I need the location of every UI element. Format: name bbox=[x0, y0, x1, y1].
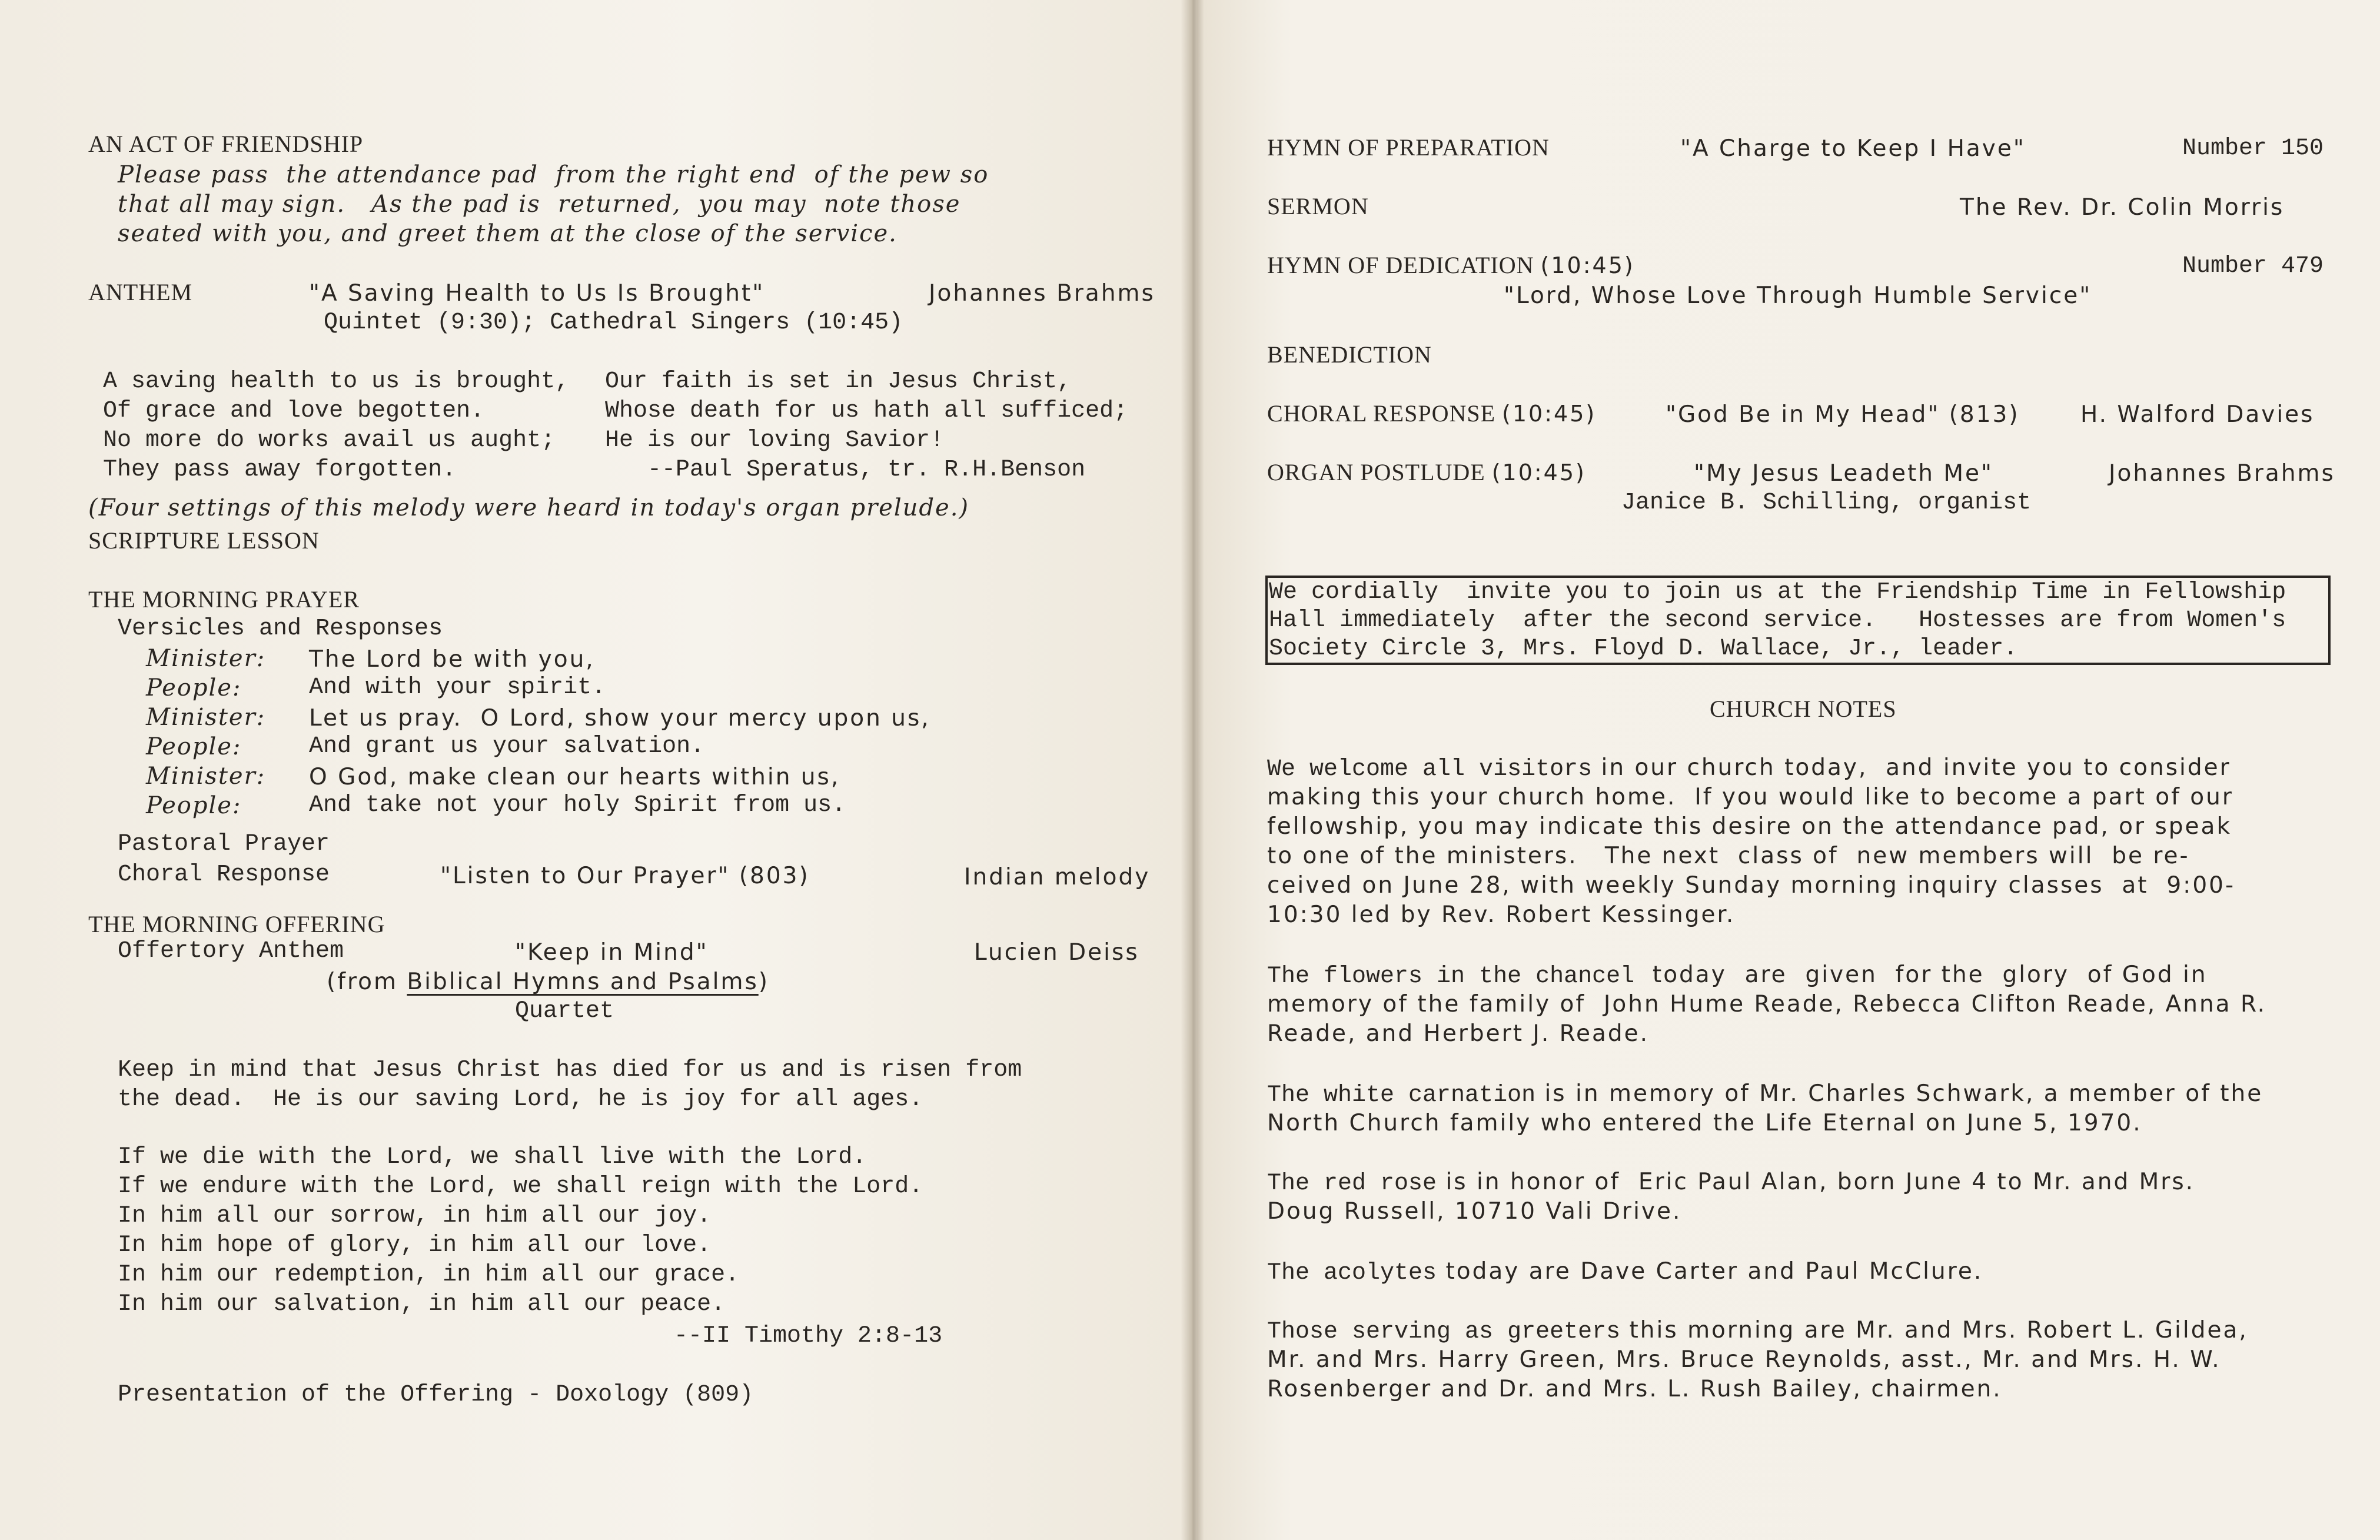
left-page bbox=[0, 0, 1189, 1540]
anthem-verse: They pass away forgotten. bbox=[103, 457, 457, 483]
anthem-verse: Of grace and love begotten. bbox=[103, 398, 485, 424]
flowers-note-line: memory of the family of John Hume Reade, Rebecca Clifton Reade, Anna R. bbox=[1267, 991, 2267, 1017]
anthem-verse: He is our loving Savior! bbox=[605, 427, 945, 454]
acolytes-note: The acolytes today are Dave Carter and Paul McClure. bbox=[1267, 1258, 1983, 1286]
choral-response-title: "God Be in My Head" (813) bbox=[1666, 401, 2020, 428]
friendship-heading: AN ACT OF FRIENDSHIP bbox=[88, 131, 364, 157]
anthem-attribution: --Paul Speratus, tr. R.H.Benson bbox=[647, 457, 1086, 483]
visitors-note: We welcome all visitors in our church today, and invite you to consider bbox=[1267, 754, 2231, 783]
prayer-text: And with your spirit. bbox=[309, 674, 606, 701]
carnation-note: The white carnation is in memory of Mr. Charles Schwark, a member of the bbox=[1267, 1080, 2263, 1109]
offertory-source: (from Biblical Hymns and Psalms) bbox=[327, 969, 769, 995]
offertory-text: If we endure with the Lord, we shall reign with the Lord. bbox=[118, 1173, 923, 1200]
offertory-text: If we die with the Lord, we shall live with the Lord. bbox=[118, 1144, 867, 1170]
organist: Janice B. Schilling, organist bbox=[1621, 490, 2032, 516]
anthem-verse: A saving health to us is brought, bbox=[103, 368, 570, 395]
offertory-citation: --II Timothy 2:8-13 bbox=[674, 1323, 943, 1349]
hymn-preparation-title: "A Charge to Keep I Have" bbox=[1680, 135, 2026, 162]
hymn-preparation-label: HYMN OF PREPARATION bbox=[1267, 134, 1550, 161]
offertory-text: In him our salvation, in him all our peace. bbox=[118, 1291, 726, 1318]
visitors-note-line: ceived on June 28, with weekly Sunday morning inquiry classes at 9:00- bbox=[1267, 872, 2236, 899]
choral-response-title: "Listen to Our Prayer" (803) bbox=[440, 863, 810, 889]
offertory-anthem-composer: Lucien Deiss bbox=[974, 939, 1139, 966]
prayer-heading: THE MORNING PRAYER bbox=[88, 586, 360, 613]
offertory-text: In him all our sorrow, in him all our joy. bbox=[118, 1203, 712, 1229]
visitors-note-line: to one of the ministers. The next class of new members will be re- bbox=[1267, 843, 2190, 869]
friendship-line: Please pass the attendance pad from the right end of the pew so bbox=[118, 161, 989, 188]
prayer-text: And take not your holy Spirit from us. bbox=[309, 792, 846, 819]
anthem-verse: Our faith is set in Jesus Christ, bbox=[605, 368, 1072, 395]
choral-response-label: Choral Response bbox=[118, 862, 330, 888]
visitors-note-line: making this your church home. If you would like to become a part of our bbox=[1267, 784, 2233, 810]
friendship-time-text: Hall immediately after the second service. Hostesses are from Women's bbox=[1269, 607, 2286, 634]
anthem-verse: No more do works avail us aught; bbox=[103, 427, 556, 454]
rose-note: The red rose is in honor of Eric Paul Alan, born June 4 to Mr. and Mrs. bbox=[1267, 1169, 2195, 1197]
offertory-book-title: Biblical Hymns and Psalms bbox=[407, 969, 759, 995]
prayer-text: The Lord be with you, bbox=[309, 646, 595, 673]
choral-response-credit: Indian melody bbox=[964, 864, 1151, 890]
greeters-note-line: Mr. and Mrs. Harry Green, Mrs. Bruce Reynolds, asst., Mr. and Mrs. H. W. bbox=[1267, 1346, 2221, 1373]
prayer-role: Minister: bbox=[146, 763, 266, 790]
friendship-line: seated with you, and greet them at the close of the service. bbox=[118, 220, 898, 247]
hymn-dedication-number: Number 479 bbox=[2182, 253, 2324, 280]
offertory-anthem-label: Offertory Anthem bbox=[118, 938, 344, 964]
anthem-label: ANTHEM bbox=[88, 279, 193, 305]
prayer-role: People: bbox=[146, 674, 242, 701]
organ-postlude-title: "My Jesus Leadeth Me" bbox=[1694, 460, 1993, 487]
hymn-preparation-number: Number 150 bbox=[2182, 135, 2324, 162]
anthem-composer: Johannes Brahms bbox=[929, 280, 1155, 307]
benediction: BENEDICTION bbox=[1267, 341, 1432, 368]
organ-postlude-label: ORGAN POSTLUDE (10:45) bbox=[1267, 459, 1586, 485]
church-notes-heading: CHURCH NOTES bbox=[1710, 696, 1897, 722]
organ-postlude-composer: Johannes Brahms bbox=[2109, 460, 2335, 487]
offertory-text: In him hope of glory, in him all our love. bbox=[118, 1232, 712, 1259]
greeters-note: Those serving as greeters this morning are Mr. and Mrs. Robert L. Gildea, bbox=[1267, 1317, 2248, 1345]
sermon-label: SERMON bbox=[1267, 193, 1369, 219]
offertory-text: the dead. He is our saving Lord, he is joy for all ages. bbox=[118, 1086, 923, 1113]
offertory-text: Keep in mind that Jesus Christ has died for us and is risen from bbox=[118, 1057, 1022, 1083]
rose-note-line: Doug Russell, 10710 Vali Drive. bbox=[1267, 1198, 1682, 1225]
choral-response-composer: H. Walford Davies bbox=[2080, 401, 2315, 428]
offertory-text: In him our redemption, in him all our grace. bbox=[118, 1262, 740, 1288]
flowers-note-line: Reade, and Herbert J. Reade. bbox=[1267, 1020, 1650, 1047]
visitors-note-line: 10:30 led by Rev. Robert Kessinger. bbox=[1267, 902, 1736, 928]
prayer-role: Minister: bbox=[146, 704, 266, 731]
versicles-heading: Versicles and Responses bbox=[118, 616, 443, 642]
offertory-performer: Quartet bbox=[515, 998, 614, 1025]
friendship-line: that all may sign. As the pad is returned, you may note those bbox=[118, 191, 961, 218]
prayer-text: And grant us your salvation. bbox=[309, 733, 705, 760]
prayer-text: O God, make clean our hearts within us, bbox=[309, 764, 840, 790]
visitors-note-line: fellowship, you may indicate this desire on the attendance pad, or speak bbox=[1267, 813, 2232, 840]
prayer-text: Let us pray. O Lord, show your mercy upon us, bbox=[309, 705, 930, 731]
anthem-title: "A Saving Health to Us Is Brought" bbox=[309, 280, 765, 307]
offertory-anthem-title: "Keep in Mind" bbox=[515, 939, 709, 966]
offering-presentation: Presentation of the Offering - Doxology (809) bbox=[118, 1382, 754, 1408]
pastoral-prayer: Pastoral Prayer bbox=[118, 831, 330, 857]
choral-response-label: CHORAL RESPONSE (10:45) bbox=[1267, 400, 1597, 427]
anthem-note: (Four settings of this melody were heard in today's organ prelude.) bbox=[88, 494, 970, 521]
prayer-role: Minister: bbox=[146, 645, 266, 672]
friendship-time-text: Society Circle 3, Mrs. Floyd D. Wallace, Jr., leader. bbox=[1269, 636, 2018, 662]
scripture-lesson: SCRIPTURE LESSON bbox=[88, 527, 320, 554]
carnation-note-line: North Church family who entered the Life Eternal on June 5, 1970. bbox=[1267, 1110, 2142, 1136]
prayer-role: People: bbox=[146, 733, 242, 760]
friendship-time-text: We cordially invite you to join us at the Friendship Time in Fellowship bbox=[1269, 579, 2286, 606]
hymn-dedication-title: "Lord, Whose Love Through Humble Service" bbox=[1504, 282, 2092, 309]
greeters-note-line: Rosenberger and Dr. and Mrs. L. Rush Bailey, chairmen. bbox=[1267, 1376, 2002, 1402]
flowers-note: The flowers in the chancel today are given for the glory of God in bbox=[1267, 962, 2208, 990]
sermon-preacher: The Rev. Dr. Colin Morris bbox=[1960, 194, 2285, 221]
hymn-dedication-label: HYMN OF DEDICATION (10:45) bbox=[1267, 252, 1635, 278]
offering-heading: THE MORNING OFFERING bbox=[88, 911, 385, 937]
prayer-role: People: bbox=[146, 792, 242, 819]
center-fold bbox=[1181, 0, 1204, 1540]
anthem-verse: Whose death for us hath all sufficed; bbox=[605, 398, 1128, 424]
anthem-performers: Quintet (9:30); Cathedral Singers (10:45) bbox=[324, 310, 903, 336]
